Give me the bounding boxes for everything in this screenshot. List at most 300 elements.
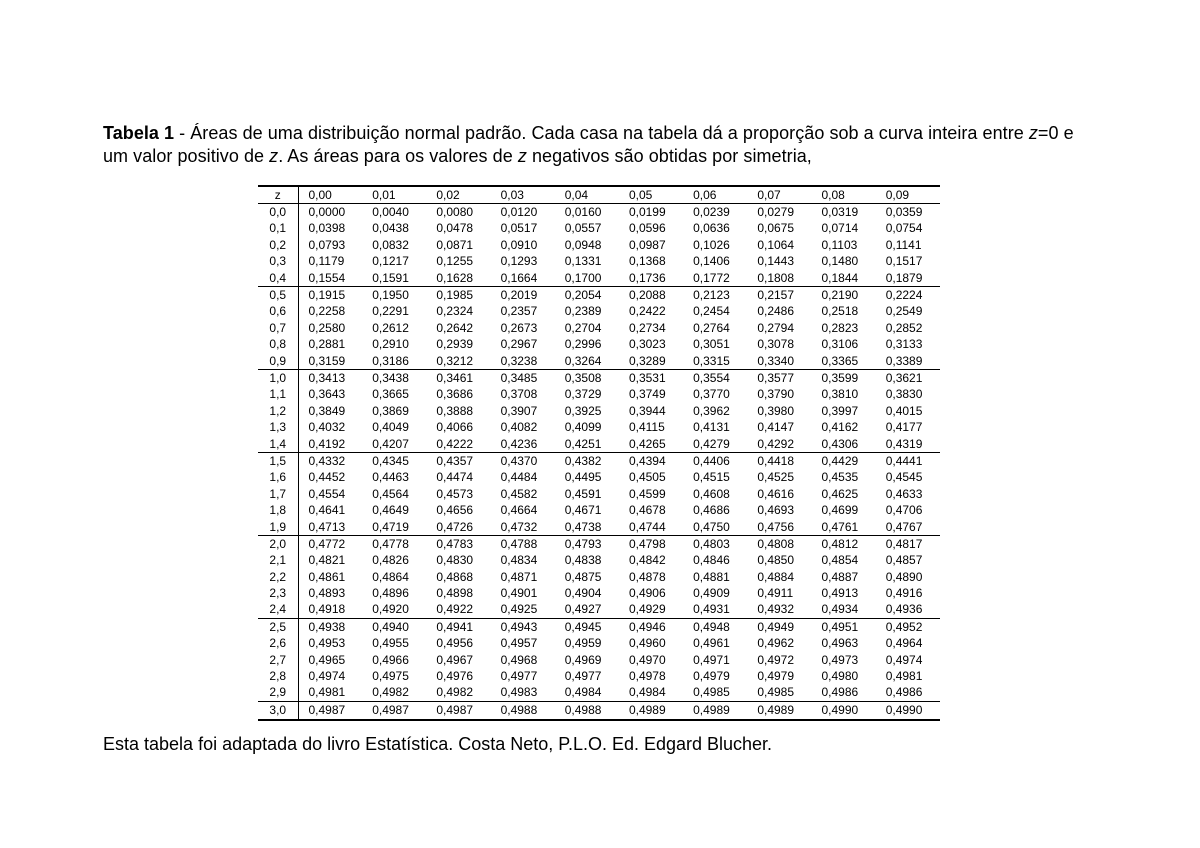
- table-cell: 0,4788: [491, 536, 555, 553]
- table-row: [258, 636, 940, 652]
- table-cell: 0,4834: [500, 553, 538, 568]
- table-cell: 0,1480: [821, 254, 859, 269]
- table-cell: 0,1331: [564, 254, 602, 269]
- table-cell: 0,1026: [693, 237, 730, 252]
- header-col-1: 0,00: [298, 186, 362, 204]
- table-cell: 0,2224: [876, 287, 940, 304]
- table-cell: 0,1554: [308, 270, 346, 285]
- header-col-3: 0,02: [426, 186, 490, 204]
- table-cell: 0,3315: [693, 353, 730, 368]
- table-cell: 0,4738: [564, 519, 602, 534]
- table-cell: 0,1915: [298, 287, 362, 304]
- table-cell: 0,3365: [821, 353, 859, 368]
- row-z-value: 0,2: [258, 237, 298, 253]
- table-cell: 0,3729: [564, 387, 602, 402]
- row-z-value: 1,9: [258, 519, 298, 536]
- table-cell: 0,4896: [372, 586, 409, 601]
- header-col-10: 0,09: [876, 186, 940, 204]
- table-cell: 0,2389: [564, 304, 602, 319]
- row-z-value: 2,3: [258, 585, 298, 601]
- table-cell: 0,3962: [693, 403, 730, 418]
- row-z-value: 2,7: [258, 652, 298, 668]
- table-cell: 0,3599: [812, 370, 876, 387]
- table-cell: 0,4345: [362, 453, 426, 470]
- table-cell: 0,1736: [628, 270, 666, 285]
- row-z-value: 0,8: [258, 337, 298, 353]
- table-cell: 0,4918: [308, 602, 346, 617]
- table-row: [258, 387, 940, 403]
- table-cell: 0,4394: [619, 453, 683, 470]
- table-cell: 0,2580: [308, 320, 346, 335]
- table-cell: 0,3577: [747, 370, 811, 387]
- table-cell: 0,3643: [308, 387, 346, 402]
- table-row: [258, 403, 940, 419]
- table-row: [258, 287, 940, 304]
- caption-text-2: =0 e um valor positivo de: [103, 123, 1074, 166]
- table-cell: 0,0910: [500, 237, 538, 252]
- row-z-value: 1,7: [258, 486, 298, 502]
- table-cell: 0,4972: [757, 652, 795, 667]
- table-cell: 0,4969: [564, 652, 602, 667]
- table-cell: 0,4974: [885, 652, 923, 667]
- table-cell: 0,4732: [500, 519, 538, 534]
- table-cell: 0,2123: [683, 287, 747, 304]
- table-cell: 0,4955: [372, 636, 409, 651]
- table-cell: 0,4699: [821, 503, 859, 518]
- table-cell: 0,1255: [436, 254, 474, 269]
- table-cell: 0,4957: [500, 636, 538, 651]
- table-cell: 0,1179: [308, 254, 345, 269]
- table-cell: 0,3438: [362, 370, 426, 387]
- table-row: [258, 652, 940, 668]
- caption-z-1: z: [1028, 123, 1038, 143]
- table-cell: 0,4975: [372, 669, 409, 684]
- header-col-2: 0,01: [362, 186, 426, 204]
- table-cell: 0,4495: [564, 470, 602, 485]
- table-cell: 0,4817: [876, 536, 940, 553]
- table-row: [258, 304, 940, 320]
- table-cell: 0,4968: [500, 652, 538, 667]
- table-cell: 0,2324: [436, 304, 474, 319]
- table-cell: 0,4778: [362, 536, 426, 553]
- table-cell: 0,4573: [436, 486, 474, 501]
- table-cell: 0,4812: [812, 536, 876, 553]
- table-cell: 0,4984: [628, 685, 666, 700]
- table-cell: 0,0871: [436, 237, 474, 252]
- table-cell: 0,4976: [436, 669, 474, 684]
- table-cell: 0,3810: [821, 387, 859, 402]
- table-cell: 0,4881: [693, 569, 730, 584]
- table-cell: 0,4846: [693, 553, 730, 568]
- table-cell: 0,4965: [308, 652, 346, 667]
- table-cell: 0,3531: [619, 370, 683, 387]
- table-cell: 0,4893: [308, 586, 346, 601]
- table-cell: 0,4920: [372, 602, 409, 617]
- header-col-5: 0,04: [555, 186, 619, 204]
- table-cell: 0,4767: [885, 519, 923, 534]
- table-caption: [103, 122, 1103, 168]
- table-cell: 0,4826: [372, 553, 409, 568]
- header-col-4: 0,03: [491, 186, 555, 204]
- table-cell: 0,4474: [436, 470, 474, 485]
- table-cell: 0,4649: [372, 503, 409, 518]
- table-cell: 0,4821: [308, 553, 346, 568]
- header-col-8: 0,07: [747, 186, 811, 204]
- table-cell: 0,4932: [757, 602, 795, 617]
- table-cell: 0,2019: [491, 287, 555, 304]
- table-cell: 0,4934: [821, 602, 859, 617]
- table-cell: 0,4082: [500, 420, 538, 435]
- table-cell: 0,1664: [500, 270, 538, 285]
- table-row: [258, 685, 940, 702]
- table-cell: 0,4989: [683, 702, 747, 720]
- table-cell: 0,1217: [372, 254, 409, 269]
- table-cell: 0,4985: [757, 685, 795, 700]
- table-cell: 0,4978: [628, 669, 666, 684]
- header-col-9: 0,08: [812, 186, 876, 204]
- table-cell: 0,1443: [757, 254, 795, 269]
- table-cell: 0,3133: [885, 337, 923, 352]
- table-cell: 0,4582: [500, 486, 538, 501]
- table-cell: 0,4115: [628, 420, 665, 435]
- row-z-value: 2,5: [258, 619, 298, 636]
- table-cell: 0,4357: [426, 453, 490, 470]
- table-cell: 0,4981: [308, 685, 346, 700]
- table-cell: 0,0557: [564, 221, 602, 236]
- table-cell: 0,4599: [628, 486, 666, 501]
- table-cell: 0,4960: [628, 636, 666, 651]
- table-cell: 0,0199: [628, 205, 666, 220]
- table-cell: 0,4265: [628, 436, 666, 451]
- row-z-value: 2,4: [258, 602, 298, 619]
- row-z-value: 1,8: [258, 502, 298, 518]
- table-cell: 0,4990: [812, 702, 876, 720]
- table-cell: 0,3907: [500, 403, 538, 418]
- table-cell: 0,4192: [308, 436, 346, 451]
- table-row: [258, 553, 940, 569]
- table-cell: 0,3186: [372, 353, 409, 368]
- table-cell: 0,4515: [693, 470, 730, 485]
- table-cell: 0,4946: [619, 619, 683, 636]
- table-cell: 0,4922: [436, 602, 474, 617]
- table-cell: 0,2486: [757, 304, 795, 319]
- table-row: [258, 502, 940, 518]
- table-cell: 0,4948: [683, 619, 747, 636]
- header-col-6: 0,05: [619, 186, 683, 204]
- caption-z-3: z: [517, 146, 527, 166]
- table-cell: 0,3461: [426, 370, 490, 387]
- table-cell: 0,4956: [436, 636, 474, 651]
- table-cell: 0,4936: [885, 602, 923, 617]
- row-z-value: 2,9: [258, 685, 298, 702]
- table-cell: 0,4370: [491, 453, 555, 470]
- table-cell: 0,4973: [821, 652, 859, 667]
- table-row: [258, 619, 940, 636]
- table-row: [258, 453, 940, 470]
- table-cell: 0,1368: [628, 254, 666, 269]
- table-body: [258, 204, 940, 720]
- table-cell: 0,2454: [693, 304, 730, 319]
- row-z-value: 1,4: [258, 436, 298, 453]
- table-cell: 0,3869: [372, 403, 409, 418]
- table-cell: 0,4633: [885, 486, 923, 501]
- table-cell: 0,4980: [821, 669, 859, 684]
- table-cell: 0,4857: [885, 553, 923, 568]
- table-row: [258, 237, 940, 253]
- table-cell: 0,4901: [500, 586, 538, 601]
- table-row: [258, 320, 940, 336]
- table-cell: 0,4938: [298, 619, 362, 636]
- table-cell: 0,4207: [372, 436, 409, 451]
- table-cell: 0,3238: [500, 353, 538, 368]
- table-cell: 0,4236: [500, 436, 538, 451]
- row-z-value: 1,6: [258, 470, 298, 486]
- table-cell: 0,3790: [757, 387, 795, 402]
- row-z-value: 2,8: [258, 668, 298, 684]
- table-cell: 0,0239: [693, 205, 730, 220]
- table-cell: 0,4911: [757, 586, 794, 601]
- table-cell: 0,3078: [757, 337, 795, 352]
- row-z-value: 1,0: [258, 370, 298, 387]
- table-cell: 0,4927: [564, 602, 602, 617]
- table-cell: 0,2764: [693, 320, 730, 335]
- table-cell: 0,1879: [885, 270, 923, 285]
- table-cell: 0,0279: [757, 205, 795, 220]
- caption-text-4: negativos são obtidas por simetria,: [526, 146, 812, 166]
- row-z-value: 0,4: [258, 270, 298, 287]
- table-row: [258, 204, 940, 221]
- table-cell: 0,4989: [747, 702, 811, 720]
- table-cell: 0,4147: [757, 420, 795, 435]
- table-row: [258, 470, 940, 486]
- table-cell: 0,2612: [372, 320, 409, 335]
- table-cell: 0,4984: [564, 685, 602, 700]
- table-cell: 0,4251: [564, 436, 602, 451]
- table-cell: 0,0438: [372, 221, 409, 236]
- table-cell: 0,0319: [821, 205, 859, 220]
- table-cell: 0,3051: [693, 337, 730, 352]
- table-cell: 0,0120: [500, 205, 538, 220]
- table-cell: 0,3508: [555, 370, 619, 387]
- table-cell: 0,4292: [757, 436, 795, 451]
- table-cell: 0,0948: [564, 237, 602, 252]
- table-cell: 0,1844: [821, 270, 859, 285]
- table-cell: 0,0040: [372, 205, 409, 220]
- table-cell: 0,4429: [812, 453, 876, 470]
- table-cell: 0,1591: [372, 270, 409, 285]
- table-cell: 0,4726: [436, 519, 474, 534]
- header-col-7: 0,06: [683, 186, 747, 204]
- table-cell: 0,3159: [308, 353, 346, 368]
- table-cell: 0,3749: [628, 387, 666, 402]
- table-cell: 0,2704: [564, 320, 602, 335]
- table-cell: 0,4535: [821, 470, 859, 485]
- table-cell: 0,4564: [372, 486, 409, 501]
- table-cell: 0,4452: [308, 470, 346, 485]
- table-cell: 0,1103: [821, 237, 858, 252]
- table-cell: 0,4904: [564, 586, 602, 601]
- row-z-value: 2,2: [258, 569, 298, 585]
- table-cell: 0,4671: [564, 503, 602, 518]
- table-cell: 0,4913: [821, 586, 859, 601]
- table-cell: 0,4505: [628, 470, 666, 485]
- table-row: [258, 702, 940, 720]
- table-cell: 0,3849: [308, 403, 346, 418]
- table-cell: 0,4909: [693, 586, 730, 601]
- table-row: [258, 519, 940, 536]
- row-z-value: 2,1: [258, 553, 298, 569]
- row-z-value: 2,6: [258, 636, 298, 652]
- table-cell: 0,0398: [308, 221, 346, 236]
- table-cell: 0,2881: [308, 337, 346, 352]
- table-cell: 0,2967: [500, 337, 538, 352]
- table-cell: 0,4931: [693, 602, 730, 617]
- table-cell: 0,4987: [298, 702, 362, 720]
- table-row: [258, 254, 940, 270]
- table-cell: 0,4066: [436, 420, 474, 435]
- table-cell: 0,4656: [436, 503, 474, 518]
- table-cell: 0,4319: [885, 436, 923, 451]
- table-cell: 0,3770: [693, 387, 730, 402]
- table-cell: 0,4916: [885, 586, 923, 601]
- table-cell: 0,4772: [298, 536, 362, 553]
- table-cell: 0,0080: [436, 205, 474, 220]
- table-cell: 0,4463: [372, 470, 409, 485]
- row-z-value: 2,0: [258, 536, 298, 553]
- table-cell: 0,4949: [747, 619, 811, 636]
- table-cell: 0,1293: [500, 254, 538, 269]
- table-cell: 0,4986: [885, 685, 923, 700]
- table-cell: 0,3925: [564, 403, 602, 418]
- table-cell: 0,3686: [436, 387, 474, 402]
- table-cell: 0,2939: [436, 337, 474, 352]
- table-cell: 0,0714: [821, 221, 859, 236]
- table-cell: 0,4608: [693, 486, 730, 501]
- table-cell: 0,0675: [757, 221, 795, 236]
- table-cell: 0,4977: [500, 669, 538, 684]
- table-cell: 0,2422: [628, 304, 666, 319]
- table-cell: 0,1628: [436, 270, 474, 285]
- table-cell: 0,4989: [619, 702, 683, 720]
- table-cell: 0,3708: [500, 387, 538, 402]
- table-cell: 0,4719: [372, 519, 409, 534]
- table-cell: 0,2734: [628, 320, 666, 335]
- table-cell: 0,4979: [693, 669, 730, 684]
- table-cell: 0,4884: [757, 569, 795, 584]
- table-row: [258, 486, 940, 502]
- table-cell: 0,2549: [885, 304, 923, 319]
- table-cell: 0,2823: [821, 320, 859, 335]
- table-cell: 0,4830: [436, 553, 474, 568]
- row-z-value: 0,3: [258, 254, 298, 270]
- table-cell: 0,4977: [564, 669, 602, 684]
- table-cell: 0,3980: [757, 403, 795, 418]
- table-cell: 0,2054: [555, 287, 619, 304]
- table-cell: 0,4987: [426, 702, 490, 720]
- table-cell: 0,4864: [372, 569, 409, 584]
- table-cell: 0,2673: [500, 320, 538, 335]
- table-cell: 0,4306: [821, 436, 859, 451]
- table-row: [258, 221, 940, 237]
- row-z-value: 0,7: [258, 320, 298, 336]
- table-cell: 0,4929: [628, 602, 666, 617]
- table-cell: 0,1772: [693, 270, 730, 285]
- table-cell: 0,4525: [757, 470, 795, 485]
- table-cell: 0,4898: [436, 586, 474, 601]
- table-cell: 0,1141: [885, 237, 922, 252]
- table-cell: 0,4441: [876, 453, 940, 470]
- table-cell: 0,2088: [619, 287, 683, 304]
- table-cell: 0,4808: [747, 536, 811, 553]
- table-cell: 0,4099: [564, 420, 602, 435]
- table-cell: 0,4986: [821, 685, 859, 700]
- table-cell: 0,4664: [500, 503, 538, 518]
- table-cell: 0,3212: [436, 353, 474, 368]
- table-cell: 0,4625: [821, 486, 859, 501]
- table-cell: 0,4803: [683, 536, 747, 553]
- table-cell: 0,0359: [885, 205, 923, 220]
- table-cell: 0,4783: [426, 536, 490, 553]
- table-cell: 0,4878: [628, 569, 666, 584]
- table-cell: 0,1985: [426, 287, 490, 304]
- table-cell: 0,0636: [693, 221, 730, 236]
- table-cell: 0,4332: [298, 453, 362, 470]
- table-cell: 0,0517: [500, 221, 538, 236]
- table-cell: 0,0793: [308, 237, 346, 252]
- table-cell: 0,2852: [885, 320, 923, 335]
- table-cell: 0,4962: [757, 636, 795, 651]
- table-cell: 0,0478: [436, 221, 474, 236]
- table-row: [258, 270, 940, 287]
- table-cell: 0,4940: [362, 619, 426, 636]
- table-cell: 0,4842: [628, 553, 666, 568]
- table-cell: 0,3340: [757, 353, 795, 368]
- table-cell: 0,1406: [693, 254, 730, 269]
- caption-text-3: . As áreas para os valores de: [278, 146, 518, 166]
- table-cell: 0,4906: [628, 586, 666, 601]
- table-cell: 0,0832: [372, 237, 409, 252]
- table-cell: 0,4953: [308, 636, 346, 651]
- table-cell: 0,4871: [500, 569, 538, 584]
- table-cell: 0,4987: [362, 702, 426, 720]
- table-cell: 0,3413: [298, 370, 362, 387]
- table-cell: 0,4964: [885, 636, 923, 651]
- table-cell: 0,4222: [436, 436, 474, 451]
- table-cell: 0,4713: [308, 519, 346, 534]
- table-cell: 0,3888: [436, 403, 474, 418]
- table-cell: 0,3621: [876, 370, 940, 387]
- table-cell: 0,0000: [308, 205, 346, 220]
- table-cell: 0,3830: [885, 387, 923, 402]
- table-cell: 0,4131: [693, 420, 730, 435]
- table-cell: 0,3106: [821, 337, 859, 352]
- table-cell: 0,4974: [308, 669, 346, 684]
- table-cell: 0,2157: [747, 287, 811, 304]
- table-cell: 0,2794: [757, 320, 795, 335]
- table-cell: 0,4990: [876, 702, 940, 720]
- table-cell: 0,4641: [308, 503, 346, 518]
- row-z-value: 3,0: [258, 702, 298, 720]
- table-cell: 0,4959: [564, 636, 602, 651]
- table-cell: 0,4961: [693, 636, 730, 651]
- table-cell: 0,4162: [821, 420, 859, 435]
- table-cell: 0,4952: [876, 619, 940, 636]
- table-cell: 0,4875: [564, 569, 602, 584]
- row-z-value: 1,1: [258, 387, 298, 403]
- row-z-value: 0,0: [258, 204, 298, 221]
- table-cell: 0,4967: [436, 652, 474, 667]
- table-row: [258, 569, 940, 585]
